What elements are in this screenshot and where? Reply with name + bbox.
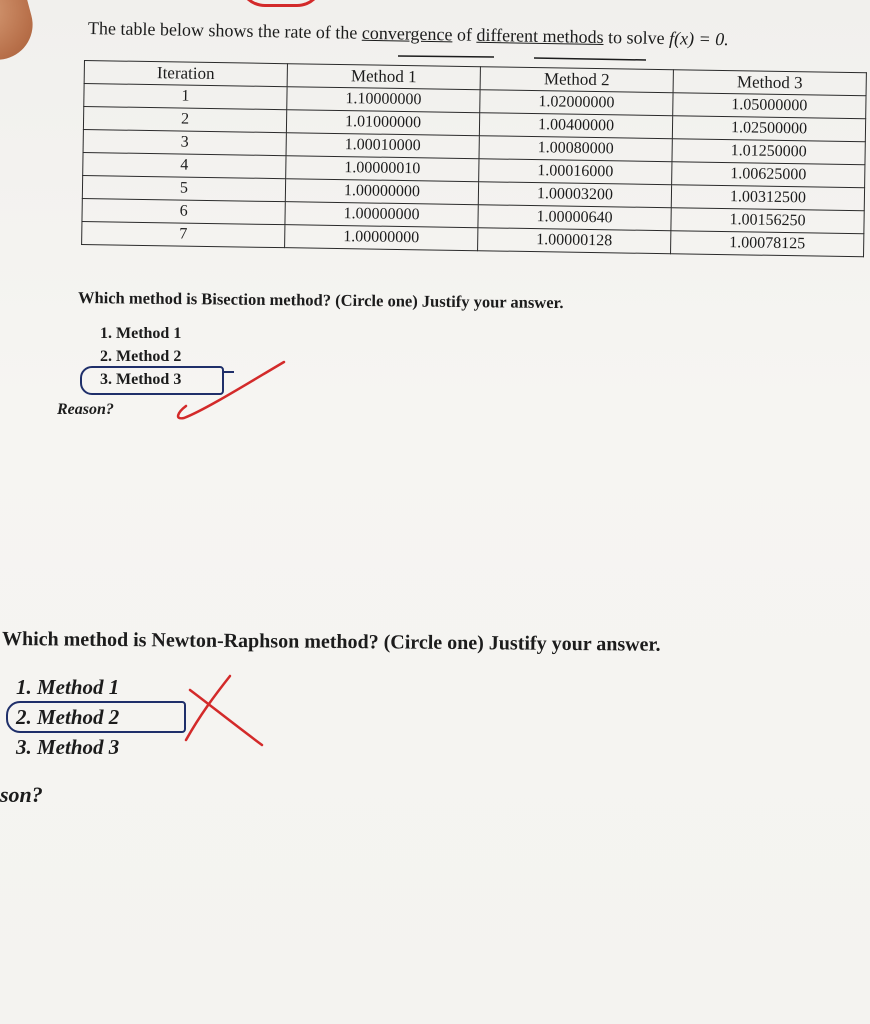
question-1-text: Which method is Bisection method? (Circle one) Justify your answer. (77, 288, 564, 313)
method-3-cell: 1.00078125 (671, 231, 864, 257)
method-3-cell: 1.00312500 (671, 185, 864, 211)
equation: f(x) = 0. (668, 28, 729, 50)
method-1-cell: 1.00000000 (285, 202, 478, 228)
method-3-cell: 1.01250000 (672, 139, 865, 165)
method-2-cell: 1.00400000 (479, 113, 672, 139)
method-2-cell: 1.00003200 (478, 182, 671, 208)
method-1-cell: 1.10000000 (287, 87, 480, 113)
method-1-cell: 1.00010000 (286, 133, 479, 159)
method-1-cell: 1.00000000 (285, 225, 478, 251)
iteration-cell: 5 (82, 175, 285, 201)
method-2-cell: 1.00016000 (479, 159, 672, 185)
method-1-cell: 1.01000000 (286, 110, 479, 136)
method-3-cell: 1.02500000 (672, 116, 865, 142)
underlined-convergence: convergence (361, 22, 453, 45)
intro-text: The table below shows the rate of the (87, 18, 363, 43)
q1-option-2[interactable]: 2. Method 2 (100, 348, 182, 365)
q2-option-3[interactable]: 3. Method 3 (16, 735, 120, 759)
iteration-cell: 1 (84, 84, 287, 110)
q2-option-1[interactable]: 1. Method 1 (16, 675, 120, 699)
q1-reason-label: Reason? (57, 401, 114, 418)
iteration-cell: 2 (83, 107, 286, 133)
q1-option-1[interactable]: 1. Method 1 (100, 325, 182, 342)
q2-option-2[interactable]: 2. Method 2 (16, 705, 120, 729)
question-2-text: Which method is Newton-Raphson method? (Circle one) Justify your answer. (1, 628, 661, 656)
intro-text-after: to solve (603, 27, 670, 49)
intro-of: of (452, 24, 477, 45)
iteration-cell: 7 (82, 221, 285, 247)
underline-mark-1 (398, 56, 494, 57)
method-3-cell: 1.00625000 (672, 162, 865, 188)
header-method-3: Method 3 (673, 70, 866, 96)
iteration-cell: 3 (83, 129, 286, 155)
checkmark-icon (178, 362, 284, 418)
q1-option-3[interactable]: 3. Method 3 (100, 371, 182, 388)
underline-mark-2 (534, 58, 646, 60)
underlined-different-methods: different methods (476, 24, 604, 47)
cross-mark-icon-b (186, 676, 230, 740)
method-3-cell: 1.05000000 (673, 93, 866, 119)
header-method-1: Method 1 (287, 64, 480, 90)
method-2-cell: 1.00080000 (479, 136, 672, 162)
method-2-cell: 1.00000128 (478, 228, 671, 254)
method-1-cell: 1.00000010 (286, 156, 479, 182)
method-1-cell: 1.00000000 (285, 179, 478, 205)
method-3-cell: 1.00156250 (671, 208, 864, 234)
iteration-cell: 6 (82, 198, 285, 224)
method-2-cell: 1.00000640 (478, 205, 671, 231)
header-method-2: Method 2 (480, 67, 673, 93)
header-iteration: Iteration (84, 61, 287, 87)
method-2-cell: 1.02000000 (480, 90, 673, 116)
q2-reason-label: son? (0, 782, 43, 807)
iteration-cell: 4 (83, 152, 286, 178)
